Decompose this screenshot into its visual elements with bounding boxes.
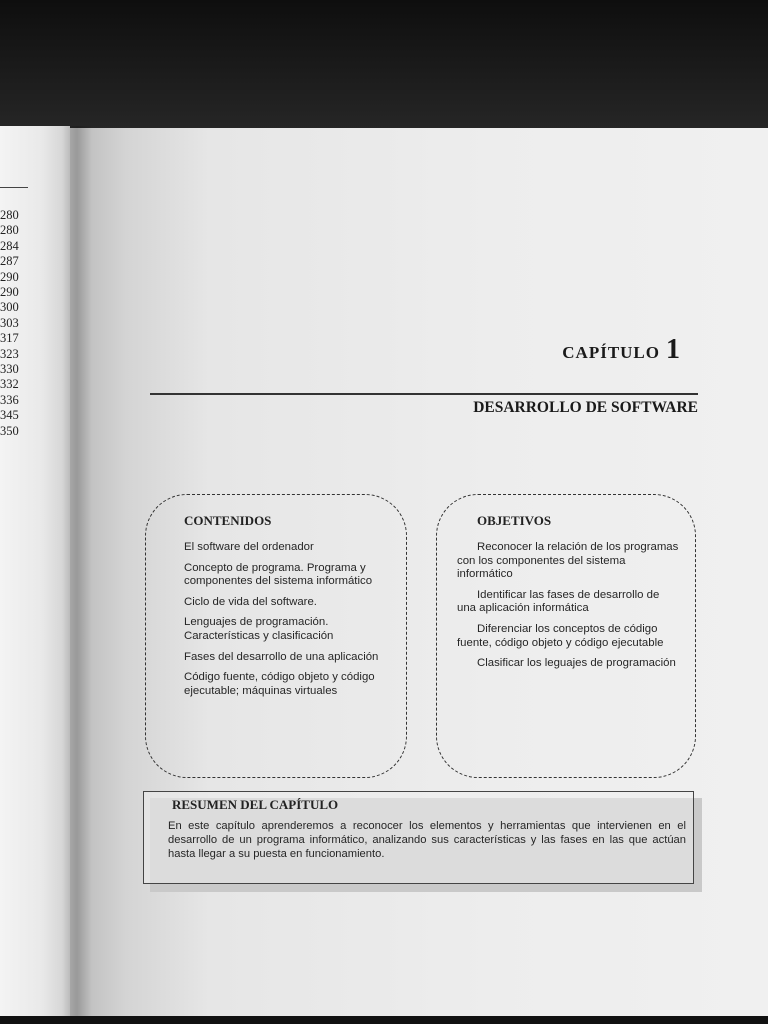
book-fold-shadow (62, 126, 92, 1024)
list-item: Código fuente, código objeto y código ejecutable; máquinas virtuales (184, 671, 375, 697)
page-number: 317 (0, 331, 19, 346)
chapter-number: 1 (666, 334, 680, 365)
scan-top-background (0, 0, 768, 130)
list-item: Fases del desarrollo de una aplicación (184, 650, 379, 663)
list-item: El software del ordenador (184, 541, 314, 553)
left-page-number-column (0, 208, 40, 439)
page-number: 350 (0, 423, 19, 438)
list-item: Identificar las fases de desarrollo de una aplicación informática (457, 588, 660, 615)
list-item: Lenguajes de programación. Características y clasificación (184, 616, 334, 642)
page-number: 330 (0, 362, 19, 377)
list-item: Reconocer la relación de los programas con los componentes del sistema informático (457, 541, 679, 581)
objetivos-list (457, 541, 681, 678)
chapter-label (562, 334, 680, 366)
page-number: 290 (0, 269, 19, 284)
contenidos-heading: CONTENIDOS (184, 513, 272, 528)
list-item: Ciclo de vida del software. (184, 595, 317, 608)
page-number: 280 (0, 208, 19, 222)
page-number: 300 (0, 300, 19, 315)
page-number: 303 (0, 315, 19, 330)
summary-heading: RESUMEN DEL CAPÍTULO (172, 797, 339, 812)
list-item: Diferenciar los conceptos de código fuente, código objeto y código ejecutable (457, 622, 664, 649)
scan-bottom-edge (0, 1016, 768, 1024)
contenidos-box (145, 494, 407, 778)
page-number: 345 (0, 408, 19, 423)
page-number: 280 (0, 223, 19, 238)
page-number: 290 (0, 285, 19, 300)
left-page-rule (0, 187, 28, 188)
page-number: 323 (0, 346, 19, 361)
contenidos-list (184, 541, 390, 705)
summary-text: En este capítulo aprenderemos a reconocer los elementos y herramientas que intervienen en el desarrollo de un programa informático, analizando sus características y las fases en las que actúan hasta llegar a su puesta en funcionamiento. (168, 820, 686, 861)
summary-box (143, 791, 694, 884)
page-number: 284 (0, 238, 19, 253)
page-number: 336 (0, 392, 19, 407)
page-number: 332 (0, 377, 19, 392)
objetivos-box (436, 494, 696, 778)
list-item: Concepto de programa. Programa y componentes del sistema informático (184, 561, 373, 588)
chapter-word: CAPÍTULO (562, 343, 660, 362)
objetivos-heading: OBJETIVOS (477, 513, 552, 528)
title-divider (150, 393, 698, 395)
page-number: 287 (0, 254, 19, 269)
list-item: Clasificar los leguajes de programación (477, 657, 676, 670)
chapter-title: DESARROLLO DE SOFTWARE (473, 399, 698, 416)
